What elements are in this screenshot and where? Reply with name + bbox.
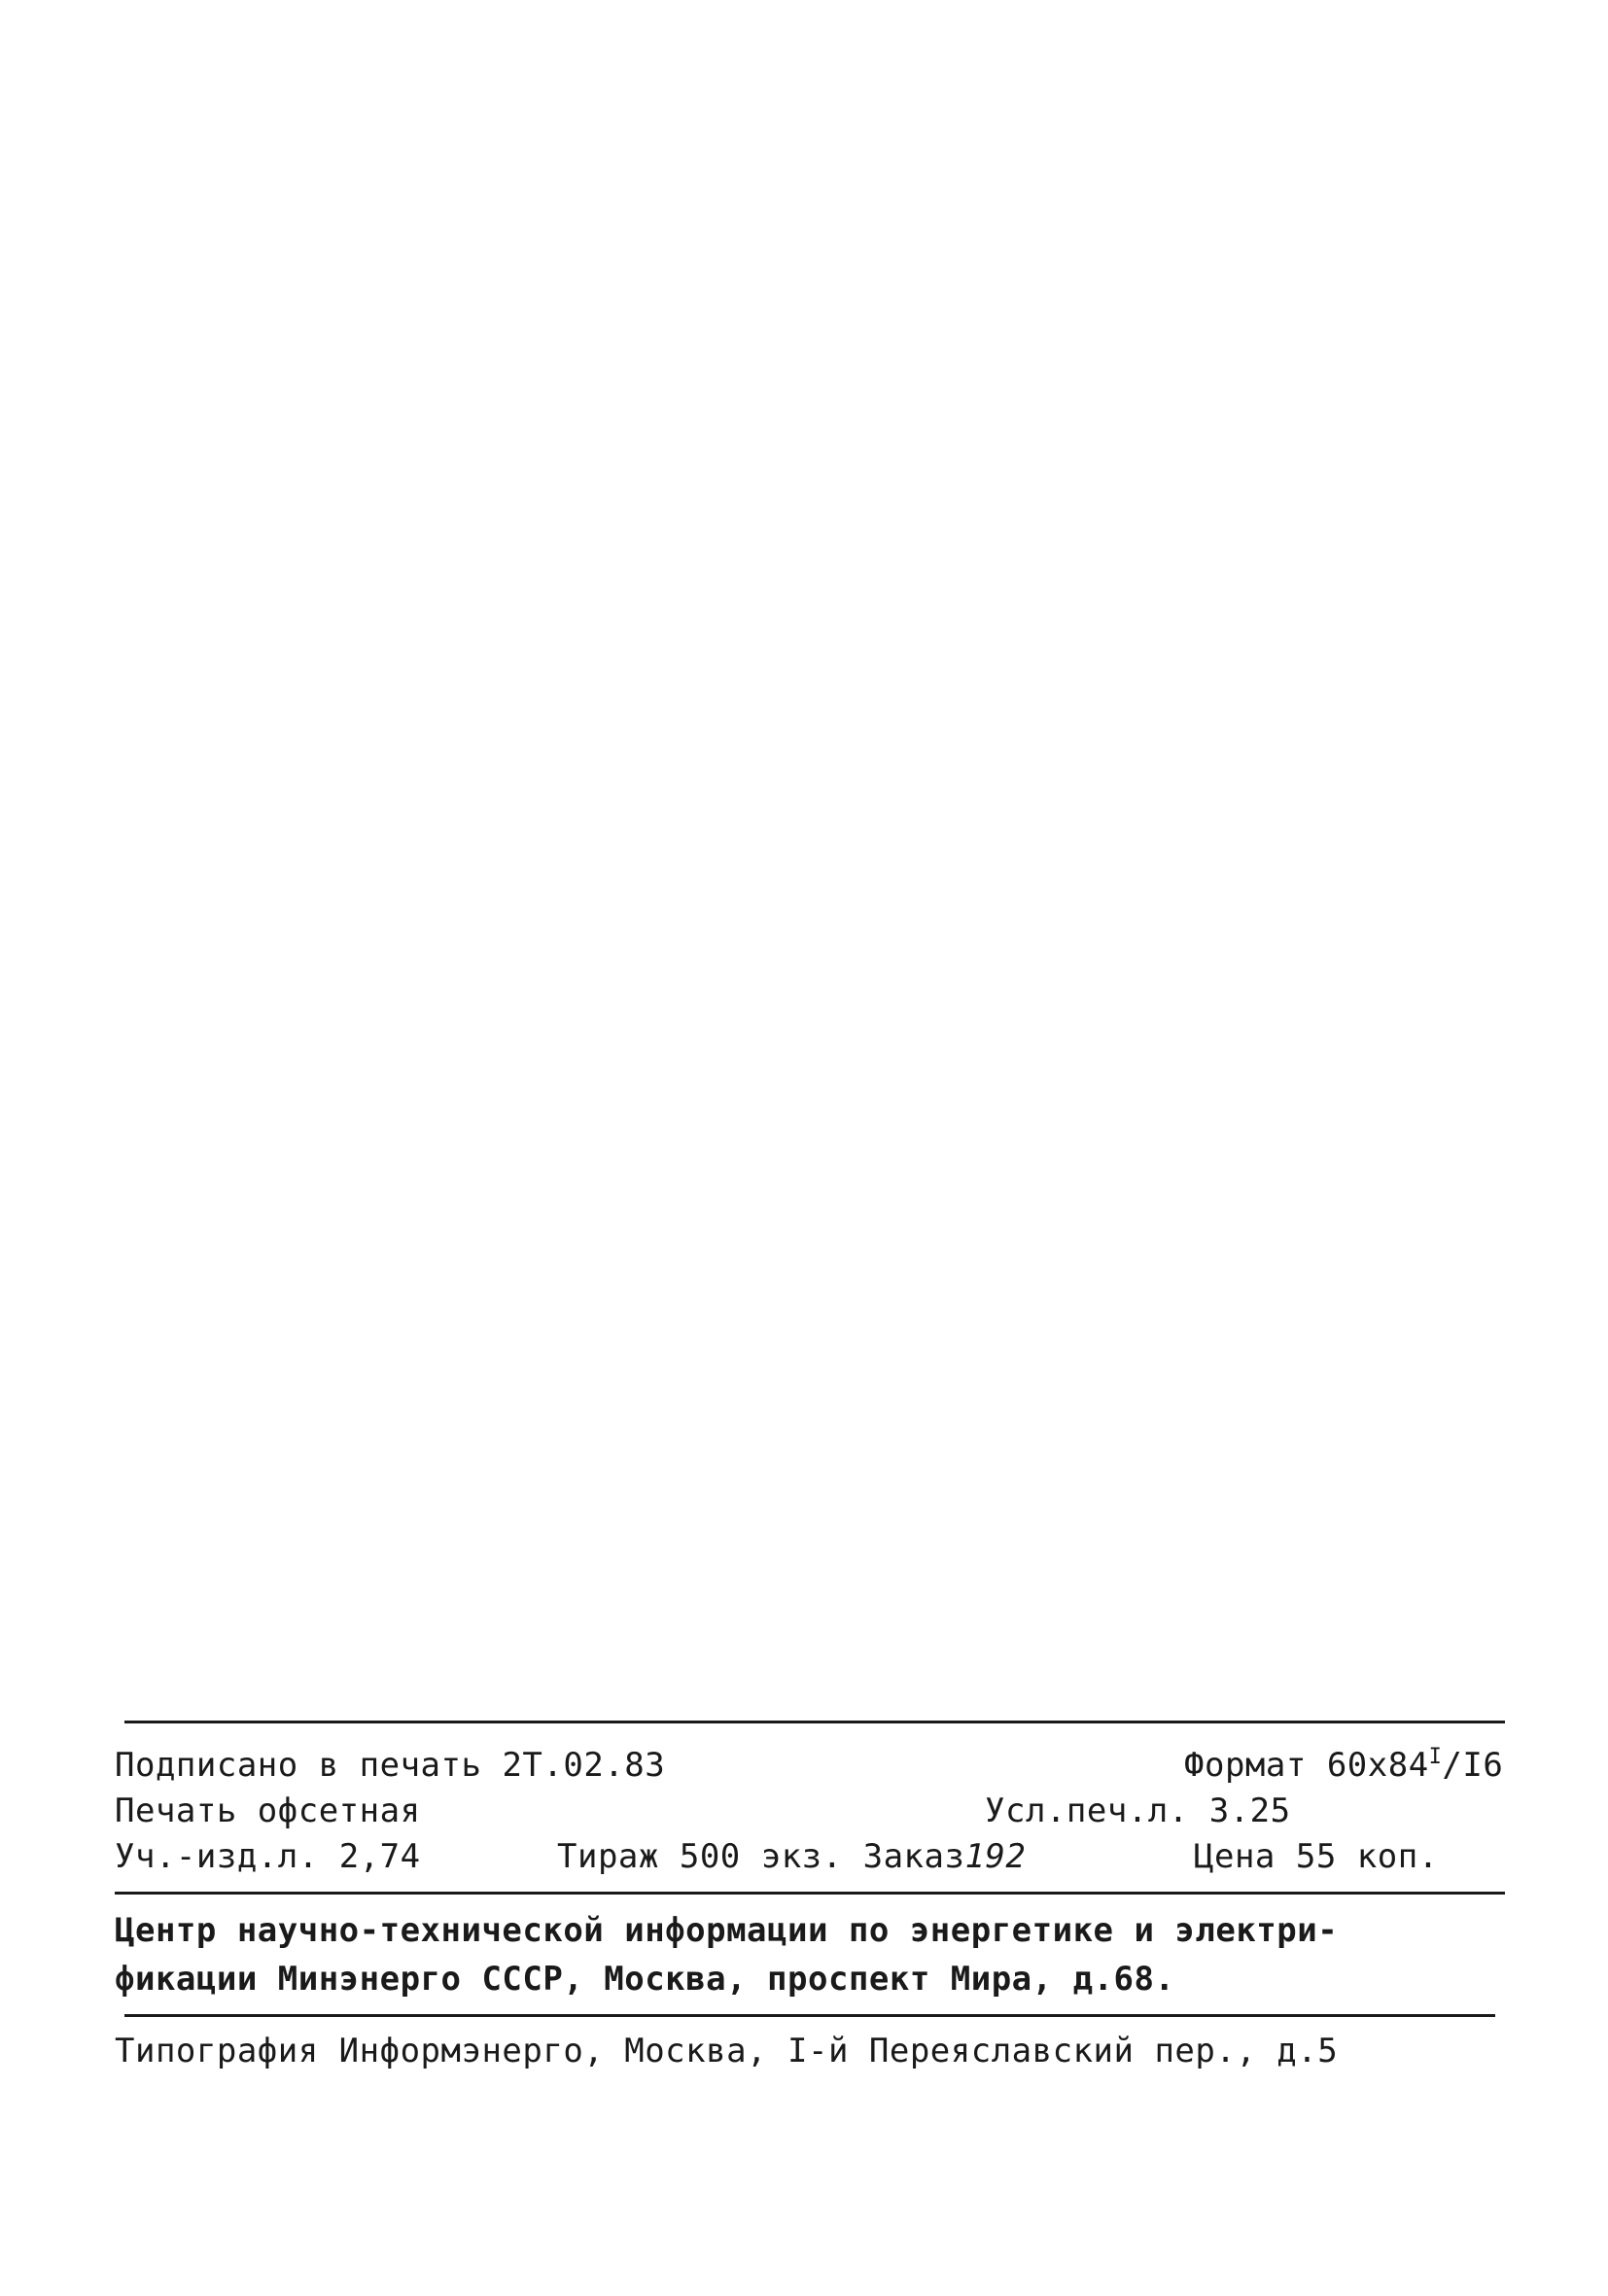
middle-rule	[115, 1892, 1505, 1895]
print-type: Печать офсетная	[115, 1792, 421, 1830]
signed-line	[115, 1746, 665, 1785]
conv-sheets-value: 3.25	[1208, 1792, 1291, 1830]
run-value: 500 экз.	[679, 1837, 843, 1876]
format-tail: /I6	[1442, 1746, 1504, 1785]
format-value	[1327, 1746, 1504, 1785]
order-value: 192	[964, 1837, 1027, 1876]
run-order-line	[557, 1837, 1026, 1876]
printer-line: Типография Информэнерго, Москва, I-й Переяславский пер., д.5	[115, 2032, 1339, 2070]
run-label: Тираж	[557, 1837, 659, 1876]
pub-sheets-label: Уч.-изд.л.	[115, 1837, 319, 1876]
price-line	[1194, 1837, 1439, 1876]
price-label: Цена	[1194, 1837, 1276, 1876]
pub-sheets-line	[115, 1837, 421, 1876]
bottom-rule	[124, 2014, 1495, 2017]
format-dimensions: 60x84	[1326, 1746, 1429, 1785]
conv-sheets-line	[985, 1792, 1291, 1830]
pub-sheets-value: 2,74	[338, 1837, 421, 1876]
signed-label: Подписано в печать	[115, 1746, 482, 1785]
conv-sheets-label: Усл.печ.л.	[985, 1792, 1189, 1830]
top-rule	[124, 1721, 1505, 1723]
format-sup: I	[1428, 1745, 1443, 1769]
publisher-line-1: Центр научно-технической информации по энергетике и электри-	[115, 1911, 1339, 1950]
publisher-line-2: фикации Минэнерго СССР, Москва, проспект Мира, д.68.	[115, 1960, 1175, 1999]
format-line	[1184, 1746, 1503, 1785]
signed-date: 2Т.02.83	[502, 1746, 666, 1785]
format-label: Формат	[1184, 1746, 1307, 1785]
price-value: 55 коп.	[1295, 1837, 1439, 1876]
order-label: Заказ	[862, 1837, 965, 1876]
